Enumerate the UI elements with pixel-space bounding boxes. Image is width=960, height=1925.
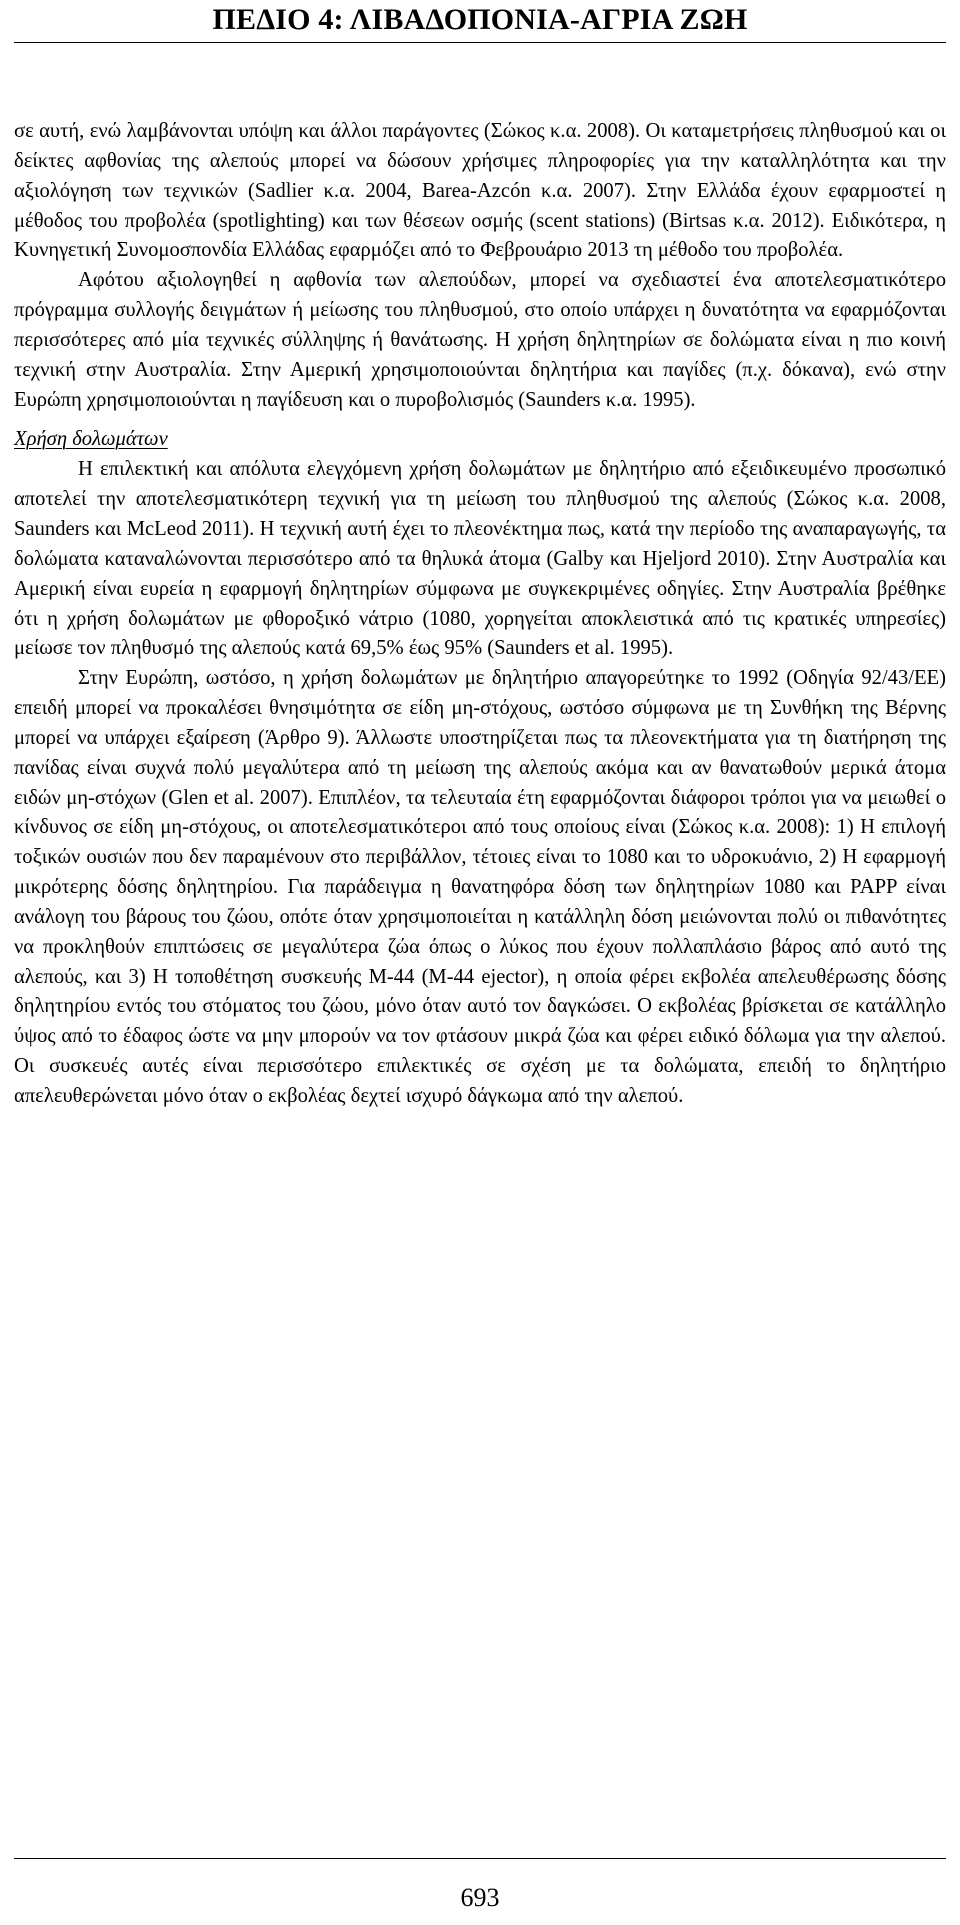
- footer-divider: [14, 1858, 946, 1859]
- body-paragraph: Αφότου αξιολογηθεί η αφθονία των αλεπούδων, μπορεί να σχεδιαστεί ένα αποτελεσματικότερο πρόγραμμα συλλογής δειγμάτων ή μείωσης του πληθυσμού, στο οποίο υπάρχει η δυνατότητα να εφαρμόζονται περισσότερες από μία τεχνικές σύλληψης ή θανάτωσης. Η χρήση δηλητηρίων σε δολώματα είναι η πιο κοινή τεχνική στην Αυστραλία. Στην Αμερική χρησιμοποιούνται δηλητήρια και παγίδες (π.χ. δόκανα), ενώ στην Ευρώπη χρησιμοποιούνται η παγίδευση και ο πυροβολισμός (Saunders κ.α. 1995).: [14, 269, 946, 411]
- document-body: [14, 117, 946, 1112]
- body-paragraph: σε αυτή, ενώ λαμβάνονται υπόψη και άλλοι παράγοντες (Σώκος κ.α. 2008). Οι καταμετρήσεις πληθυσμού και οι δείκτες αφθονίας της αλεπούς μπορεί να δώσουν χρήσιμες πληροφορίες για την καταλληλότητα και την αξιολόγηση των τεχνικών (Sadlier κ.α. 2004, Barea-Azcón κ.α. 2007). Στην Ελλάδα έχουν εφαρμοστεί η μέθοδος του προβολέα (spotlighting) και των θέσεων οσμής (scent stations) (Birtsas κ.α. 2012). Ειδικότερα, η Κυνηγετική Συνομοσπονδία Ελλάδας εφαρμόζει από το Φεβρουάριο 2013 τη μέθοδο του προβολέα.: [14, 120, 946, 262]
- page-number: 693: [460, 1883, 500, 1912]
- body-paragraph: Στην Ευρώπη, ωστόσο, η χρήση δολωμάτων με δηλητήριο απαγορεύτηκε το 1992 (Οδηγία 92/43/ΕΕ) επειδή μπορεί να προκαλέσει θνησιμότητα σε είδη μη-στόχους, ωστόσο σύμφωνα με τη Συνθήκη της Βέρνης μπορεί να υπάρχει εξαίρεση (Άρθρο 9). Άλλωστε υποστηρίζεται πως τα πλεονεκτήματα για τη διατήρηση της πανίδας είναι συχνά πολύ μεγαλύτερα από τη μείωση της αλεπούς ακόμα και αν θανατωθούν μερικά άτομα ειδών μη-στόχων (Glen et al. 2007). Επιπλέον, τα τελευταία έτη εφαρμόζονται διάφοροι τρόποι για να μειωθεί ο κίνδυνος σε είδη μη-στόχους, οι αποτελεσματικότεροι από τους οποίους είναι (Σώκος κ.α. 2008): 1) Η επιλογή τοξικών ουσιών που δεν παραμένουν στο περιβάλλον, τέτοιες είναι το 1080 και το υδροκυάνιο, 2) Η εφαρμογή μικρότερης δόσης δηλητηρίου. Για παράδειγμα η θανατηφόρα δόση των δηλητηρίων 1080 και PAPP είναι ανάλογη του βάρους του ζώου, οπότε όταν χρησιμοποιείται η κατάλληλη δόση μειώνονται πολύ οι πιθανότητες να προκληθούν επιπτώσεις σε μεγαλύτερα ζώα όπως ο λύκος που έχουν πολλαπλάσιο βάρος από αυτό της αλεπούς, και 3) Η τοποθέτηση συσκευής M-44 (M-44 ejector), η οποία φέρει εκβολέα απελευθέρωσης δόσης δηλητηρίου εντός του στόματος του ζώου, μόνο όταν αυτό τον δαγκώσει. Ο εκβολέας βρίσκεται σε κατάλληλο ύψος από το έδαφος ώστε να μην μπορούν να τον φτάσουν μικρά ζώα και φέρει ειδικό δόλωμα για την αλεπού. Οι συσκευές αυτές είναι περισσότερο επιλεκτικές σε σχέση με τα δολώματα, επειδή το δηλητήριο απελευθερώνεται μόνο όταν ο εκβολέας δεχτεί ισχυρό δάγκωμα από την αλεπού.: [14, 667, 946, 1107]
- running-header: ΠΕΔΙΟ 4: ΛΙΒΑΔΟΠΟΝΙΑ-ΑΓΡΙΑ ΖΩΗ: [212, 3, 748, 36]
- body-paragraph: Η επιλεκτική και απόλυτα ελεγχόμενη χρήση δολωμάτων με δηλητήριο από εξειδικευμένο προσωπικό αποτελεί την αποτελεσματικότερη τεχνική για τη μείωση του πληθυσμού της αλεπούς (Σώκος κ.α. 2008, Saunders και McLeod 2011). Η τεχνική αυτή έχει το πλεονέκτημα πως, κατά την περίοδο της αναπαραγωγής, τα δολώματα καταναλώνονται περισσότερο από τα θηλυκά άτομα (Galby και Hjeljord 2010). Στην Αυστραλία και Αμερική είναι ευρεία η εφαρμογή δηλητηρίων σύμφωνα με συγκεκριμένες οδηγίες. Στην Αυστραλία βρέθηκε ότι η χρήση δολωμάτων με φθοροξικό νάτριο (1080, χορηγείται αποκλειστικά από τις κρατικές υπηρεσίες) μείωσε τον πληθυσμό της αλεπούς κατά 69,5% έως 95% (Saunders et al. 1995).: [14, 458, 946, 660]
- header-divider: [14, 42, 946, 43]
- section-subheading: Χρήση δολωμάτων: [14, 428, 168, 451]
